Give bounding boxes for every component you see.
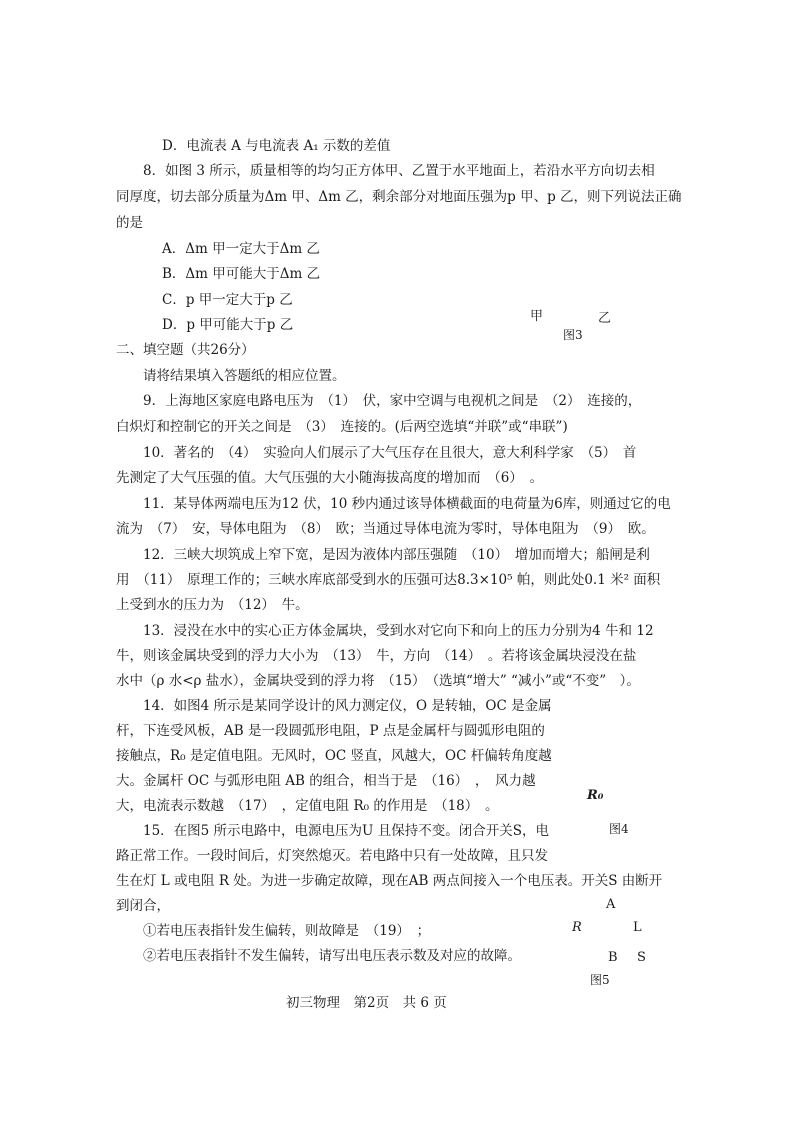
figure3-label-yi: 乙 xyxy=(598,311,612,326)
q13-line-1: 13．浸没在水中的实心正方体金属块，受到水对它向下和向上的压力分别为4 牛和 12 xyxy=(143,623,654,639)
q8-option-c: C．p 甲一定大于p 乙 xyxy=(162,292,293,308)
q15-line-4: 到闭合， xyxy=(116,898,170,914)
figure4-label-r0: R₀ xyxy=(587,788,604,803)
q10-line-2: 先测定了大气压强的值。大气压强的大小随海拔高度的增加而 （6） 。 xyxy=(116,470,544,486)
q8-option-d: D．p 甲可能大于p 乙 xyxy=(162,317,294,333)
q15-sub-1: ①若电压表指针发生偏转，则故障是 （19） ； xyxy=(143,923,431,939)
figure5-label-r: R xyxy=(572,920,582,935)
section2-title: 二、填空题（共26分） xyxy=(116,342,255,358)
q12-line-2: 用 （11） 原理工作的；三峡水库底部受到水的压强可达8.3×10⁵ 帕，则此处0.1 米² 面积 xyxy=(116,572,661,588)
figure5-label-l: L xyxy=(633,920,642,935)
q13-line-2: 牛，则该金属块受到的浮力大小为 （13） 牛，方向 （14） 。若将该金属块浸没在盐 xyxy=(116,648,637,664)
q8-stem-line-1: 8．如图 3 所示，质量相等的均匀正方体甲、乙置于水平地面上，若沿水平方向切去相 xyxy=(143,163,655,179)
q8-option-b: B．Δm 甲可能大于Δm 乙 xyxy=(162,266,321,282)
q14-line-1: 14．如图4 所示是某同学设计的风力测定仪，O 是转轴，OC 是金属 xyxy=(143,698,552,714)
q9-line-1: 9．上海地区家庭电路电压为 （1） 伏，家中空调与电视机之间是 （2） 连接的， xyxy=(143,393,642,409)
q11-line-1: 11．某导体两端电压为12 伏，10 秒内通过该导体横截面的电荷量为6库，则通过它的电 xyxy=(143,496,671,512)
q14-line-3: 接触点，R₀ 是定值电阻。无风时，OC 竖直，风越大，OC 杆偏转角度越 xyxy=(116,748,552,764)
q14-line-4: 大。金属杆 OC 与弧形电阻 AB 的组合，相当于是 （16） ， 风力越 xyxy=(116,773,536,789)
figure5-label-s: S xyxy=(637,950,646,965)
figure5-caption: 图5 xyxy=(590,973,610,987)
section2-instruction: 请将结果填入答题纸的相应位置。 xyxy=(143,368,346,384)
figure4-caption: 图4 xyxy=(609,822,629,836)
q15-line-2: 路正常工作。一段时间后，灯突然熄灭。若电路中只有一处故障，且只发 xyxy=(116,848,548,864)
q10-line-1: 10．著名的 （4） 实验向人们展示了大气压存在且很大，意大利科学家 （5） 首 xyxy=(143,445,637,461)
q14-line-2: 杆，下连受风板，AB 是一段圆弧形电阻，P 点是金属杆与圆弧形电阻的 xyxy=(116,723,545,739)
q8-option-a: A．Δm 甲一定大于Δm 乙 xyxy=(162,241,320,257)
figure5-label-b: B xyxy=(608,950,618,965)
page-footer: 初三物理 第2页 共 6 页 xyxy=(286,995,447,1011)
figure3-label-jia: 甲 xyxy=(530,309,544,324)
q15-line-1: 15．在图5 所示电路中，电源电压为U 且保持不变。闭合开关S，电 xyxy=(143,823,549,839)
q14-line-5: 大，电流表示数越 （17） ，定值电阻 R₀ 的作用是 （18） 。 xyxy=(116,798,499,814)
q15-sub-2: ②若电压表指针不发生偏转，请写出电压表示数及对应的故障。 xyxy=(143,948,521,964)
q8-stem-line-3: 的是 xyxy=(116,215,143,231)
figure3-caption: 图3 xyxy=(563,328,583,342)
figure5-label-a: A xyxy=(606,897,616,912)
q15-line-3: 生在灯 L 或电阻 R 处。为进一步确定故障，现在AB 两点间接入一个电压表。开关S 由断开 xyxy=(116,873,663,889)
q13-line-3: 水中（ρ 水<ρ 盐水），金属块受到的浮力将 （15） （选填“增大” “减小”或“不变” ）。 xyxy=(116,673,640,689)
q12-line-1: 12．三峡大坝筑成上窄下宽，是因为液体内部压强随 （10） 增加而增大；船闸是利 xyxy=(143,547,650,563)
q12-line-3: 上受到水的压力为 （12） 牛。 xyxy=(116,597,309,613)
q7-option-d: D．电流表 A 与电流表 A₁ 示数的差值 xyxy=(162,138,391,154)
q11-line-2: 流为 （7） 安，导体电阻为 （8） 欧；当通过导体电流为零时，导体电阻为 （9） 欧。 xyxy=(116,521,655,537)
q8-stem-line-2: 同厚度，切去部分质量为Δm 甲、Δm 乙，剩余部分对地面压强为p 甲、p 乙，则下列说法正确 xyxy=(116,189,682,205)
q9-line-2: 白炽灯和控制它的开关之间是 （3） 连接的。(后两空选填“并联”或“串联”) xyxy=(116,419,568,435)
